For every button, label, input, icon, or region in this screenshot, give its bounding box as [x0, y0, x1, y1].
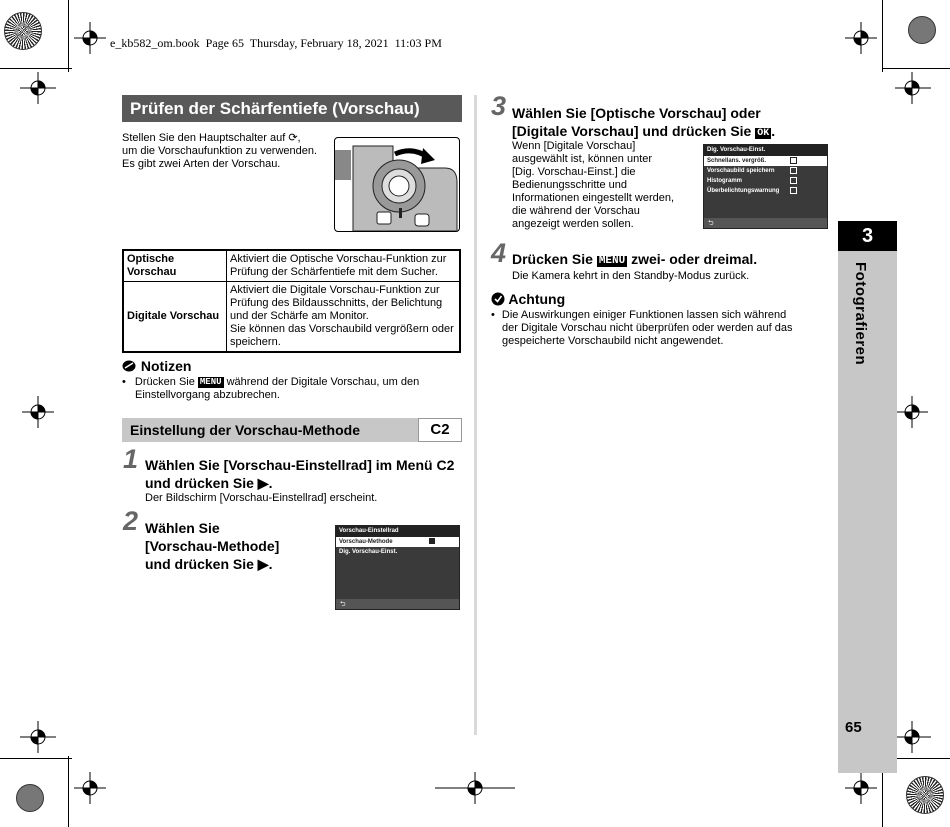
- screen-menu-row: Schnellans. vergröß.: [704, 156, 827, 166]
- step-number: 1: [123, 444, 139, 474]
- print-header: e_kb582_om.book Page 65 Thursday, February 18, 2021 11:03 PM: [110, 36, 442, 50]
- section-title-preview-method: Einstellung der Vorschau-Methode: [122, 418, 418, 442]
- step-1-desc: Der Bildschirm [Vorschau-Einstellrad] erscheint.: [145, 492, 378, 504]
- screen-menu-row: Histogramm: [704, 176, 827, 186]
- crosshair-icon: [22, 396, 54, 428]
- intro-line: Stellen Sie den Hauptschalter auf ⟳,: [122, 132, 301, 144]
- preview-mode-icon: [429, 538, 435, 544]
- camera-illustration: [334, 137, 460, 232]
- note-icon: [122, 359, 137, 372]
- chapter-label: Fotografieren: [852, 262, 869, 366]
- step-number: 4: [491, 238, 507, 268]
- preview-types-table: [122, 249, 461, 353]
- checkbox-icon: [790, 177, 797, 184]
- crosshair-icon: [74, 772, 106, 804]
- screen-menu-row: Überbelichtungswarnung: [704, 186, 827, 196]
- screen-title: Vorschau-Einstellrad: [336, 526, 459, 537]
- table-row: [123, 250, 460, 282]
- crosshair-icon: [74, 22, 106, 54]
- menu-key-icon: MENU: [598, 255, 626, 267]
- back-icon: ⮌: [340, 601, 346, 608]
- crosshair-icon: [895, 72, 931, 104]
- step-number: 2: [123, 506, 139, 536]
- screen-footer: [336, 599, 459, 609]
- section-title-depth-preview: Prüfen der Schärfentiefe (Vorschau): [122, 95, 462, 122]
- camera-dial-icon: [335, 138, 459, 231]
- chapter-number-box: 3: [838, 221, 897, 251]
- registration-star-top-left: [4, 12, 42, 50]
- registration-dot-top-right: [908, 16, 936, 44]
- registration-star-bottom-right: [906, 776, 944, 814]
- table-row: [123, 282, 460, 353]
- table-value: Aktiviert die Digitale Vorschau-Funktion zur Prüfung des Bildausschnitts, der Belichtung und der Schärfe am Monitor. Sie können das Vorschaubild vergrößern oder speichern.: [227, 282, 461, 353]
- crosshair-icon: [20, 721, 56, 753]
- back-icon: ⮌: [708, 220, 714, 227]
- column-divider: [474, 95, 477, 735]
- crosshair-icon: [895, 721, 931, 753]
- camera-screen-preview-dial: [335, 525, 460, 610]
- table-value: Aktiviert die Optische Vorschau-Funktion zur Prüfung der Schärfentiefe mit dem Sucher.: [227, 250, 461, 282]
- custom-menu-badge: C2: [418, 418, 462, 442]
- step-2-title: Wählen Sie [Vorschau-Methode] und drücken Sie ▶.: [145, 520, 280, 572]
- crosshair-icon: [20, 72, 56, 104]
- crosshair-icon: [435, 772, 515, 804]
- step-3-title: Wählen Sie [Optische Vorschau] oder [Digitale Vorschau] und drücken Sie OK .: [512, 105, 776, 139]
- screen-menu-row: Dig. Vorschau-Einst.: [339, 549, 398, 555]
- checkbox-icon: [790, 157, 797, 164]
- screen-menu-row: Vorschaubild speichern: [704, 166, 827, 176]
- step-4-desc: Die Kamera kehrt in den Standby-Modus zurück.: [512, 270, 750, 282]
- screen-footer: [704, 218, 827, 228]
- checkbox-icon: [790, 167, 797, 174]
- screen-menu-row: Vorschau-Methode: [336, 537, 459, 547]
- intro-text: [122, 132, 332, 171]
- intro-line: Es gibt zwei Arten der Vorschau.: [122, 158, 281, 170]
- table-key: Optische Vorschau: [123, 250, 227, 282]
- crosshair-icon: [845, 772, 877, 804]
- intro-line: um die Vorschaufunktion zu verwenden.: [122, 145, 318, 157]
- table-key: Digitale Vorschau: [123, 282, 227, 353]
- caution-heading: Achtung: [491, 291, 565, 307]
- crosshair-icon: [896, 396, 928, 428]
- checkbox-icon: [790, 187, 797, 194]
- camera-screen-digital-preview: [703, 144, 828, 229]
- step-number: 3: [491, 91, 507, 121]
- step-4-title: Drücken Sie MENU zwei- oder dreimal.: [512, 251, 758, 267]
- ok-key-icon: OK: [757, 128, 770, 139]
- caution-item: • Die Auswirkungen einiger Funktionen lassen sich während der Digitale Vorschau nicht überprüfen oder werden auf das gespeicherte Vorschaubild nicht angewendet.: [491, 309, 793, 347]
- caution-icon: [491, 292, 505, 306]
- menu-key-icon: MENU: [199, 377, 222, 387]
- step-1-title: Wählen Sie [Vorschau-Einstellrad] im Menü C2 und drücken Sie ▶.: [145, 457, 455, 491]
- screen-title: Dig. Vorschau-Einst.: [704, 145, 827, 156]
- notes-heading: Notizen: [122, 358, 191, 374]
- page-number: 65: [845, 719, 862, 736]
- registration-dot-bottom-left: [16, 784, 44, 812]
- crosshair-icon: [845, 22, 877, 54]
- notes-item: • Drücken Sie MENU während der Digitale Vorschau, um den Einstellvorgang abzubrechen.: [122, 376, 420, 401]
- step-3-desc: Wenn [Digitale Vorschau] ausgewählt ist, können unter [Dig. Vorschau-Einst.] die Bedienungsschritte und Informationen eingestellt werden, die während der Vorschau angezeigt werden sollen.: [512, 140, 675, 230]
